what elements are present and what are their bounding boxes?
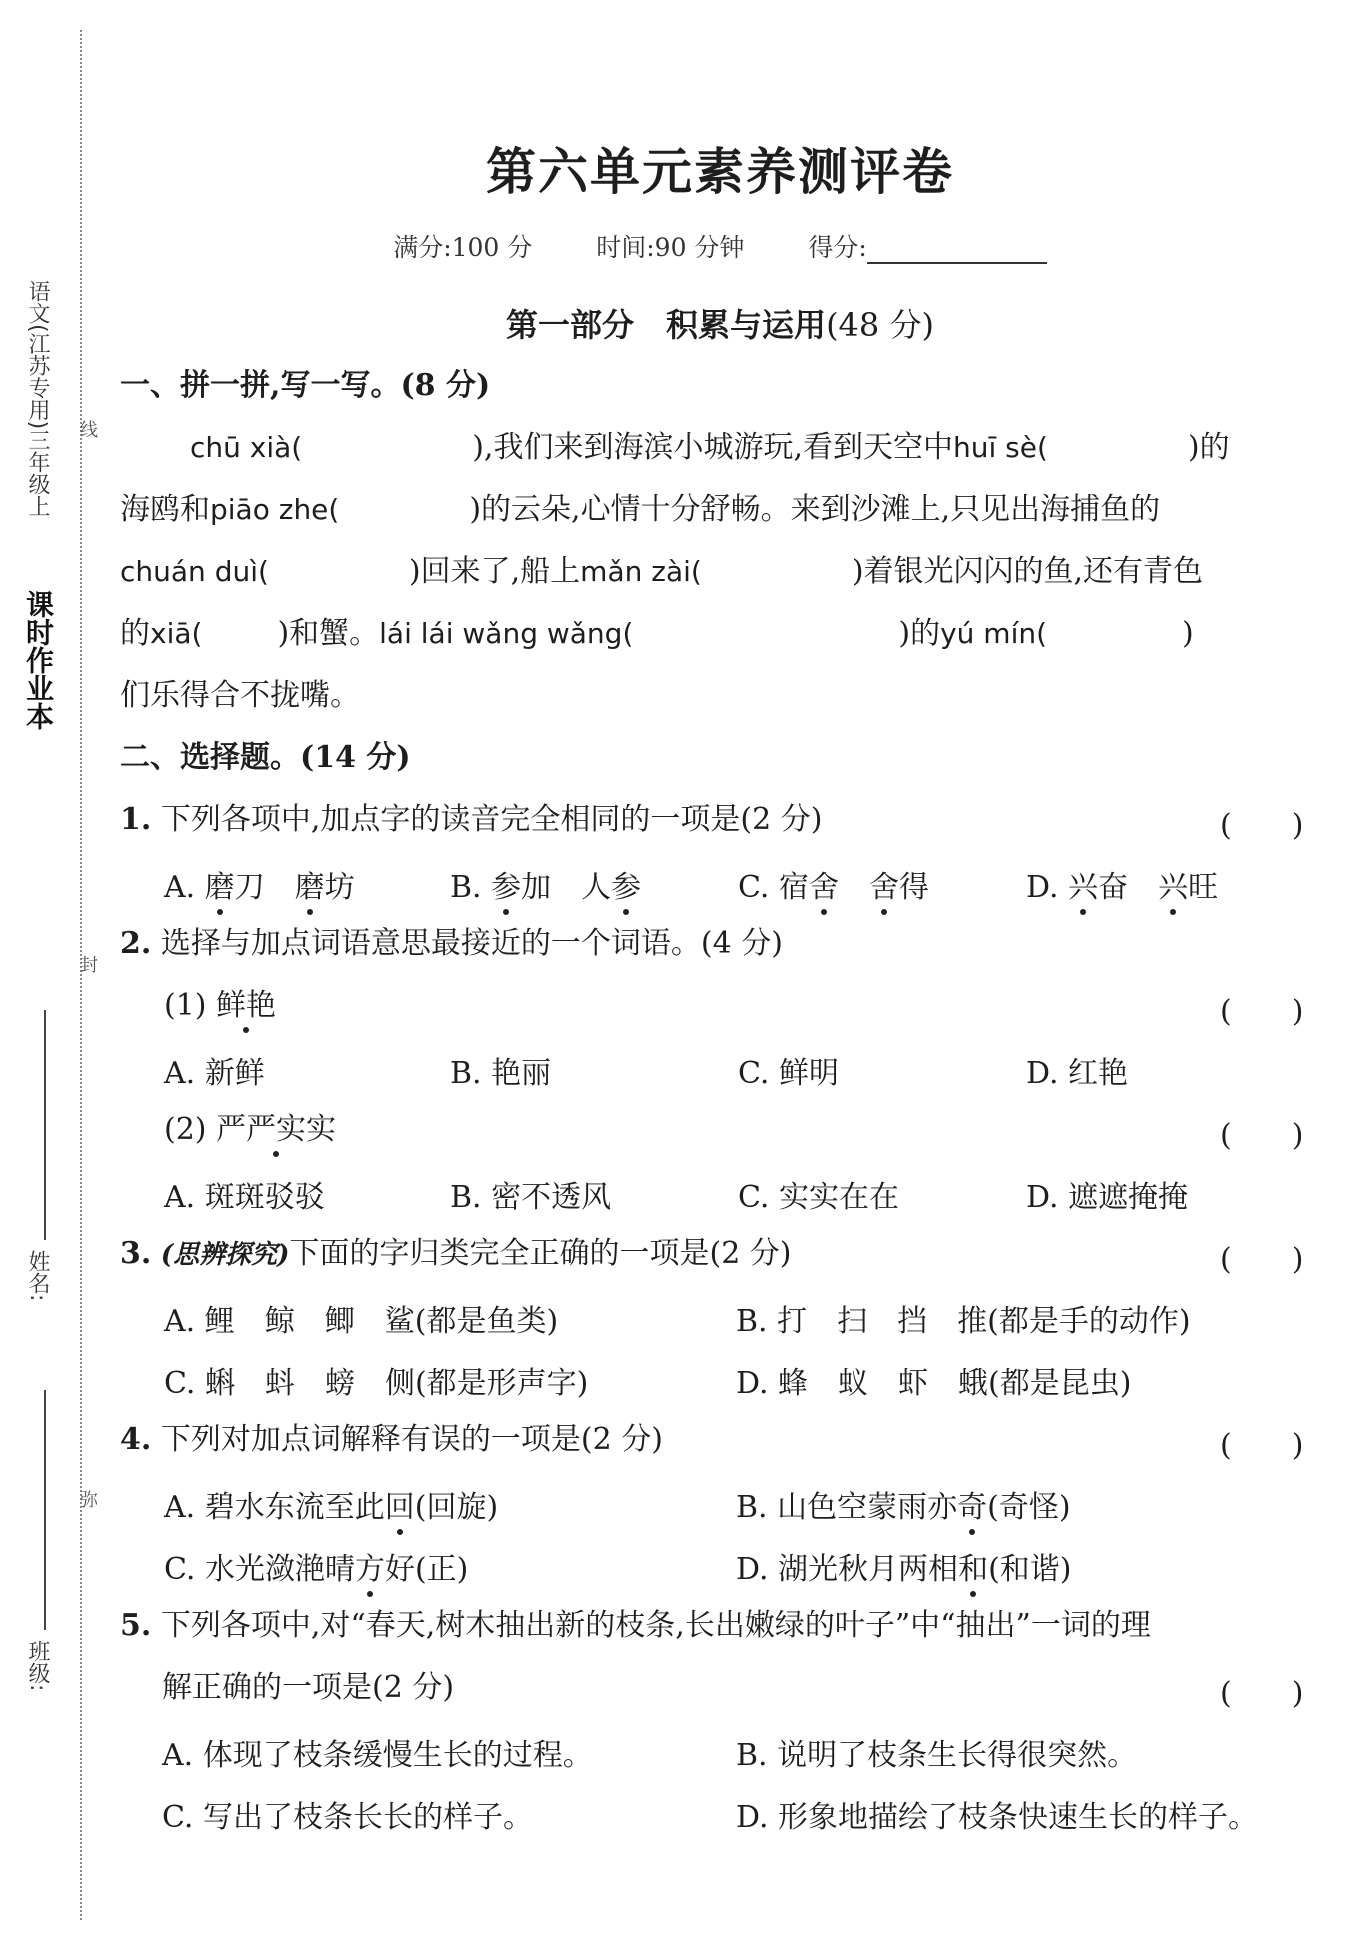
class-label: 班级: [25, 1640, 50, 1692]
dotted-char: 回 [384, 1490, 415, 1525]
pinyin-line-5: 们乐得合不拢嘴。 [120, 678, 360, 713]
q2-1-option-d[interactable]: D. 红艳 [1026, 1056, 1129, 1091]
q4-option-b[interactable] [736, 1482, 1071, 1526]
score-field [808, 233, 1046, 262]
answer-paren[interactable]: ( ) [1220, 994, 1304, 1029]
cut-dotted-line [80, 30, 82, 1920]
option-text: A. 碧水东流至此 [164, 1490, 385, 1525]
binding-strip [0, 0, 110, 1942]
full-score: 满分:100 分 [393, 233, 533, 262]
sub-number: (1) [164, 988, 207, 1023]
cut-mark-close: 弥 [77, 1490, 98, 1508]
pinyin-huise: huī sè( [953, 431, 1048, 464]
dotted-char: 和 [958, 1552, 989, 1587]
option-letter: D. [1026, 870, 1059, 905]
name-field[interactable] [44, 1010, 46, 1240]
question-number: 5. [120, 1608, 152, 1643]
q3-option-a[interactable]: A. 鲤 鲸 鲫 鲨(都是鱼类) [164, 1304, 559, 1339]
q3-option-c[interactable]: C. 蝌 蚪 螃 侧(都是形声字) [164, 1366, 589, 1401]
option-text: 好(正) [384, 1552, 469, 1587]
question-4 [120, 1420, 663, 1460]
dotted-char: 方 [354, 1552, 385, 1587]
pinyin-xia: xiā( [150, 617, 203, 650]
dotted-char: 参 [611, 870, 642, 905]
question-number: 3. [120, 1236, 152, 1271]
cut-mark-line: 线 [77, 420, 98, 438]
q2-2-option-b[interactable]: B. 密不透风 [450, 1180, 612, 1215]
option-letter: C. [738, 870, 770, 905]
q2-2-option-c[interactable]: C. 实实在在 [738, 1180, 899, 1215]
score-label: 得分: [808, 233, 867, 262]
pinyin-line-2 [120, 490, 1160, 530]
dotted-char: 磨 [204, 870, 235, 905]
exam-time: 时间:90 分钟 [596, 233, 745, 262]
q2-sub-1 [164, 986, 276, 1026]
name-label: 姓名: [25, 1250, 50, 1302]
text: ),我们来到海滨小城游玩,看到天空中 [472, 430, 953, 465]
question-text: 下列各项中,对“春天,树木抽出新的枝条,长出嫩绿的叶子”中“抽出”一词的理 [160, 1608, 1151, 1643]
option-letter: B. [450, 870, 482, 905]
text: )的云朵,心情十分舒畅。来到沙滩上,只见出海捕鱼的 [469, 492, 1161, 527]
q3-option-d[interactable]: D. 蜂 蚁 虾 蛾(都是昆虫) [736, 1366, 1132, 1401]
q5-option-a[interactable]: A. 体现了枝条缓慢生长的过程。 [162, 1738, 593, 1773]
dotted-char: 参 [491, 870, 522, 905]
text: )回来了,船上 [408, 554, 581, 589]
subject-label: 语文(江苏专用)三年级上 [25, 280, 50, 518]
section-two-title: 二、选择题。(14 分) [120, 740, 411, 775]
q4-option-d[interactable] [736, 1544, 1071, 1588]
question-5-cont: 解正确的一项是(2 分) [162, 1670, 455, 1705]
answer-paren[interactable]: ( ) [1220, 1242, 1304, 1277]
text: )的 [1187, 430, 1230, 465]
q5-option-b[interactable]: B. 说明了枝条生长得很突然。 [736, 1738, 1138, 1773]
char: 得 [898, 870, 929, 905]
dotted-char: 兴 [1158, 870, 1189, 905]
answer-paren[interactable]: ( ) [1220, 1428, 1304, 1463]
option-text: B. 山色空蒙雨亦 [736, 1490, 958, 1525]
pinyin-lailaiwangwang: lái lái wǎng wǎng( [379, 617, 634, 650]
part-one-title [120, 300, 1320, 346]
char: 奋 [1098, 870, 1129, 905]
part-points: (48 分) [826, 306, 934, 344]
question-number: 2. [120, 926, 152, 961]
page-title: 第六单元素养测评卷 [486, 142, 954, 201]
question-text: 下列对加点词解释有误的一项是(2 分) [160, 1422, 663, 1457]
text: )着银光闪闪的鱼,还有青色 [851, 554, 1204, 589]
option-text: C. 水光潋滟晴 [164, 1552, 355, 1587]
section-one-title: 一、拼一拼,写一写。(8 分) [120, 368, 491, 403]
q5-option-c[interactable]: C. 写出了枝条长长的样子。 [162, 1800, 533, 1835]
answer-paren[interactable]: ( ) [1220, 1118, 1304, 1153]
char: 宿 [778, 870, 809, 905]
q1-option-d[interactable] [1026, 862, 1218, 906]
text: 的 [120, 616, 150, 651]
q4-option-a[interactable] [164, 1482, 498, 1526]
dotted-char: 磨 [294, 870, 325, 905]
q2-sub-2 [164, 1110, 336, 1150]
pinyin-yumin: yú mín( [940, 617, 1048, 650]
answer-paren[interactable]: ( ) [1220, 1676, 1304, 1711]
q5-option-d[interactable]: D. 形象地描绘了枝条快速生长的样子。 [736, 1800, 1259, 1835]
option-text: (回旋) [414, 1490, 499, 1525]
question-tag: (思辨探究) [160, 1240, 290, 1270]
q1-option-c[interactable] [738, 862, 929, 906]
dotted-char: 奇 [957, 1490, 988, 1525]
dotted-char: 兴 [1068, 870, 1099, 905]
dotted-word: 严严实实 [216, 1112, 337, 1147]
exam-meta [120, 228, 1320, 264]
q3-option-b[interactable]: B. 打 扫 挡 推(都是手的动作) [736, 1304, 1191, 1339]
dotted-char: 舍 [808, 870, 839, 905]
q1-option-b[interactable] [450, 862, 641, 906]
sub-number: (2) [164, 1112, 207, 1147]
question-text: 下面的字归类完全正确的一项是(2 分) [289, 1236, 792, 1271]
char: 人 [581, 870, 612, 905]
pinyin-line-1 [190, 428, 1230, 468]
text: )和蟹。 [277, 616, 380, 651]
pinyin-line-3 [120, 552, 1203, 592]
dotted-char: 舍 [868, 870, 899, 905]
char: 旺 [1188, 870, 1219, 905]
q1-option-a[interactable] [164, 862, 355, 906]
option-letter: A. [164, 870, 196, 905]
question-1 [120, 800, 822, 840]
question-2 [120, 924, 783, 964]
char: 坊 [324, 870, 355, 905]
text: )的 [898, 616, 941, 651]
question-text: 选择与加点词语意思最接近的一个词语。(4 分) [160, 926, 783, 961]
option-text: (奇怪) [987, 1490, 1071, 1525]
part-title: 第一部分 积累与运用 [506, 306, 827, 344]
text: 海鸥和 [120, 492, 210, 527]
char: 刀 [234, 870, 265, 905]
pinyin-chuxia: chū xià( [190, 431, 303, 464]
option-text: D. 湖光秋月两相 [736, 1552, 959, 1587]
question-number: 1. [120, 802, 152, 837]
char: 加 [521, 870, 552, 905]
cut-mark-seal: 封 [77, 955, 98, 973]
question-5 [120, 1606, 1151, 1646]
q2-1-option-c[interactable]: C. 鲜明 [738, 1056, 839, 1091]
class-field[interactable] [44, 1390, 46, 1630]
option-text: (和谐) [988, 1552, 1072, 1587]
pinyin-chuandui: chuán duì( [120, 555, 269, 588]
answer-paren[interactable]: ( ) [1220, 808, 1304, 843]
question-text: 下列各项中,加点字的读音完全相同的一项是(2 分) [160, 802, 823, 837]
score-blank[interactable] [867, 240, 1047, 264]
question-number: 4. [120, 1422, 152, 1457]
question-3 [120, 1234, 792, 1275]
q2-1-option-a[interactable]: A. 新鲜 [164, 1056, 265, 1091]
book-name: 课时作业本 [22, 590, 55, 730]
q2-2-option-d[interactable]: D. 遮遮掩掩 [1026, 1180, 1189, 1215]
q4-option-c[interactable] [164, 1544, 468, 1588]
pinyin-piaozhe: piāo zhe( [210, 493, 340, 526]
q2-1-option-b[interactable]: B. 艳丽 [450, 1056, 552, 1091]
pinyin-line-4 [120, 614, 1194, 654]
q2-2-option-a[interactable]: A. 斑斑驳驳 [164, 1180, 325, 1215]
text: ) [1182, 616, 1194, 651]
pinyin-manzai: mǎn zài( [580, 555, 702, 588]
dotted-word: 鲜艳 [216, 988, 277, 1023]
